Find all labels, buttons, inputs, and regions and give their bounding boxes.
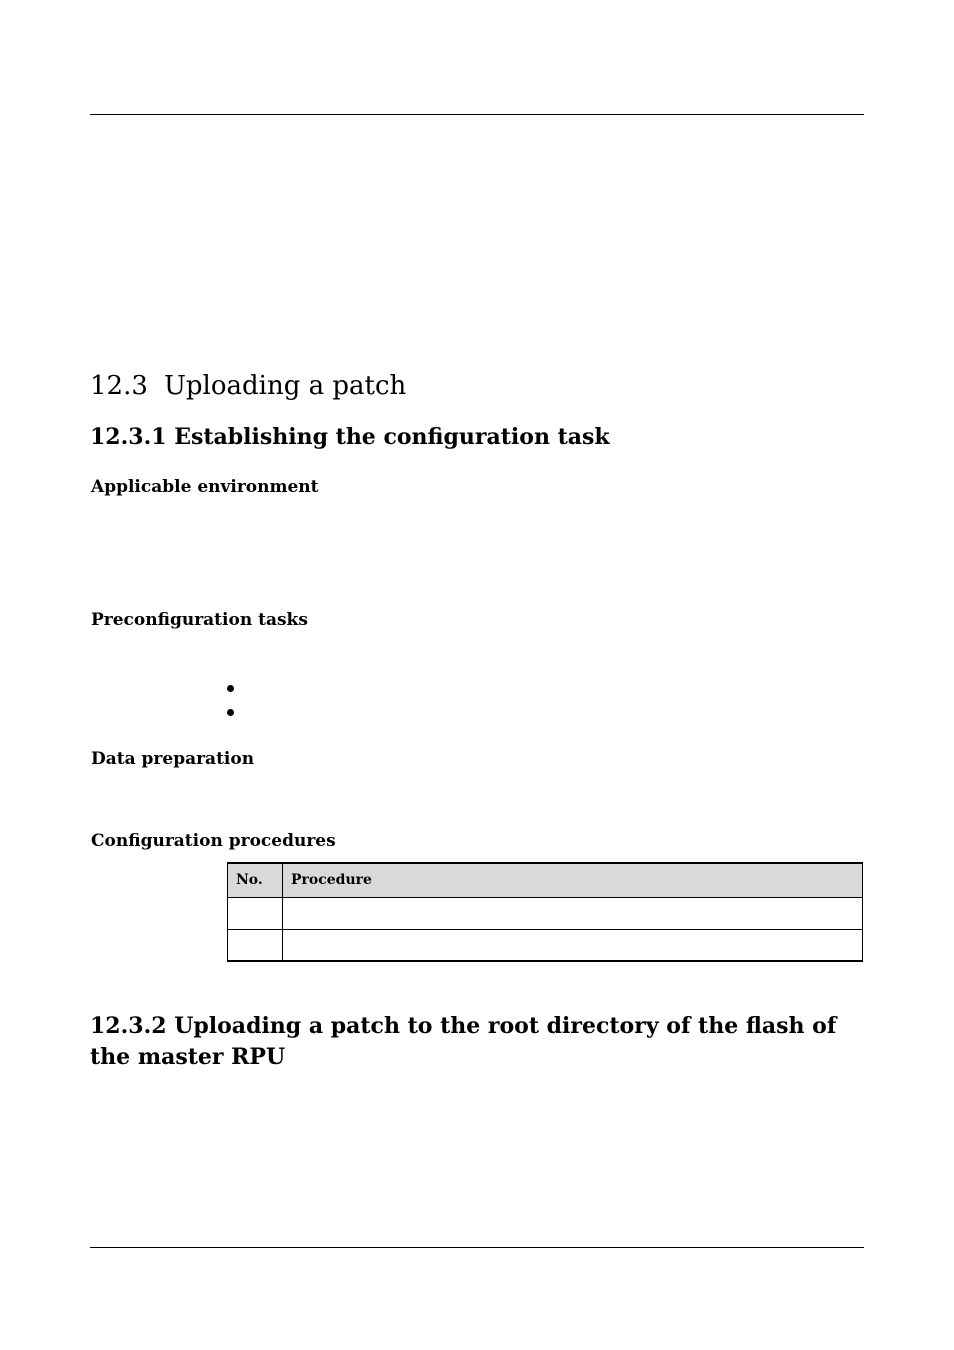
table-cell-no [228, 897, 283, 929]
list-bullet [227, 709, 234, 716]
section-heading [90, 371, 406, 401]
section-number: 12.3 [90, 371, 148, 401]
section-title: Uploading a patch [164, 371, 407, 401]
heading-configuration-procedures: Configuration procedures [91, 831, 336, 851]
list-bullet [227, 685, 234, 692]
table-cell-procedure [283, 897, 863, 929]
column-header-no: No. [228, 863, 283, 897]
heading-preconfiguration-tasks: Preconfiguration tasks [91, 610, 308, 630]
footer-rule [90, 1247, 864, 1248]
header-rule [90, 114, 864, 115]
heading-applicable-environment: Applicable environment [91, 477, 319, 497]
table-row [228, 897, 863, 929]
procedure-table [227, 862, 863, 962]
column-header-procedure: Procedure [283, 863, 863, 897]
table-row [228, 929, 863, 961]
heading-data-preparation: Data preparation [91, 749, 255, 769]
table-header-row [228, 863, 863, 897]
table-cell-no [228, 929, 283, 961]
table-cell-procedure [283, 929, 863, 961]
subsection-heading-establishing-task: 12.3.1 Establishing the configuration task [90, 424, 610, 450]
subsection-heading-uploading-patch: 12.3.2 Uploading a patch to the root directory of the flash of the master RPU [90, 1013, 837, 1070]
